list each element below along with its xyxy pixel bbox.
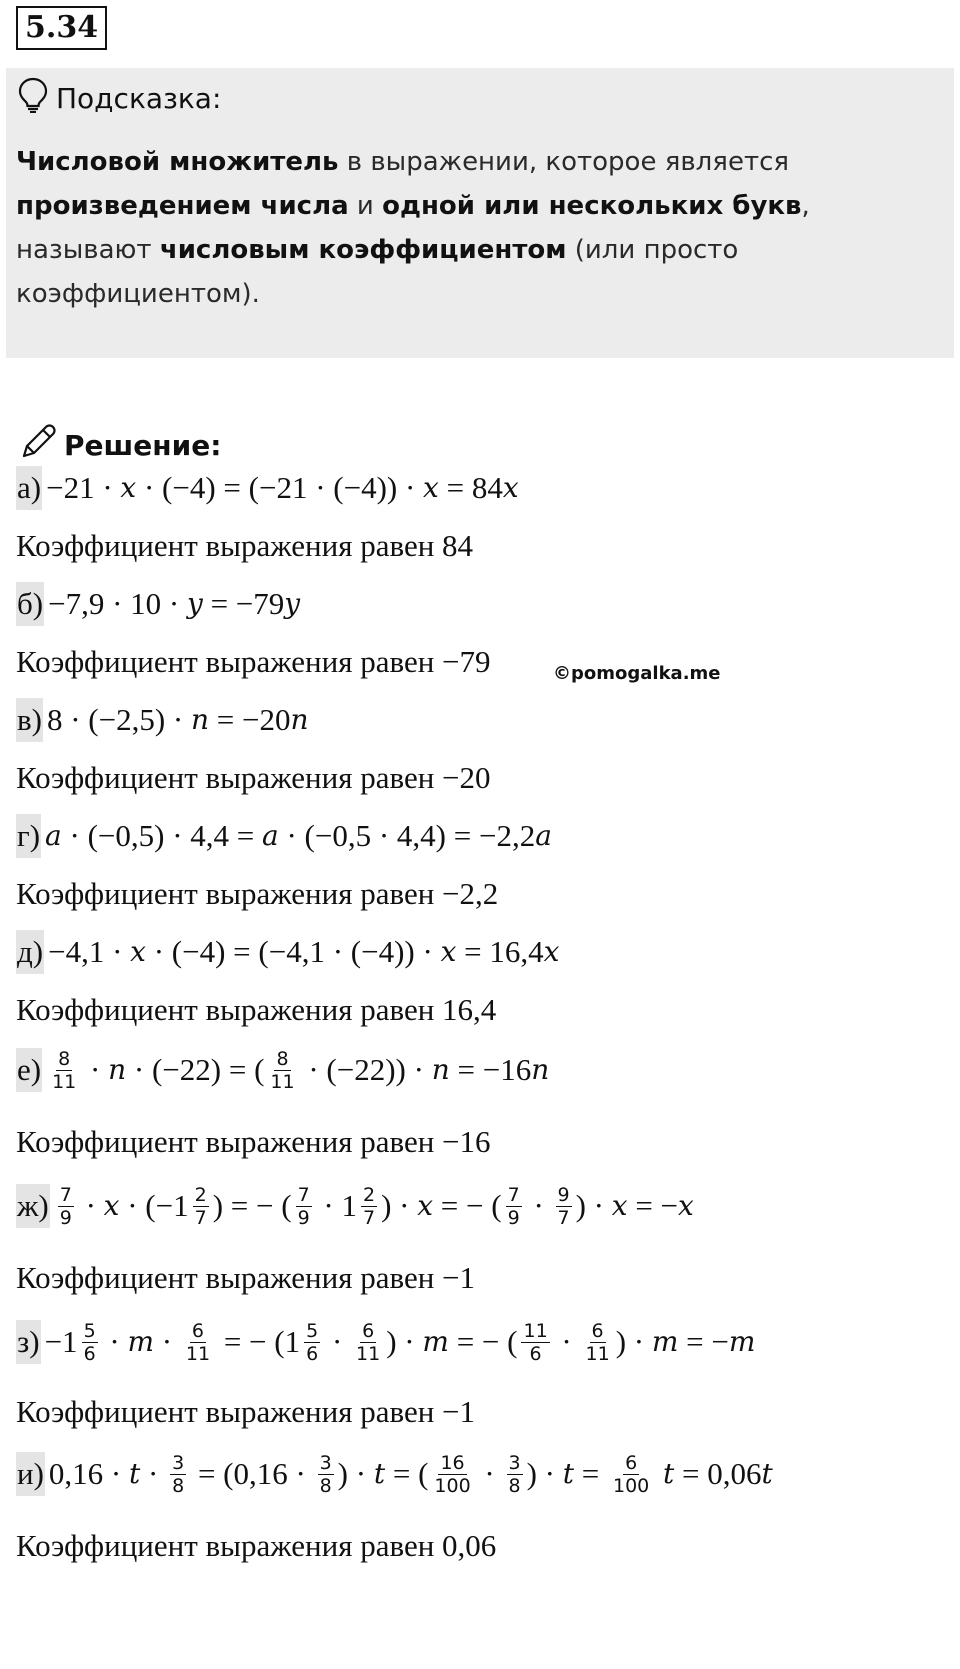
fraction-denominator: 11: [185, 1342, 211, 1365]
hint-term: произведением числа: [16, 191, 349, 221]
fraction-numerator: 3: [172, 1451, 185, 1474]
fraction-numerator: 2: [363, 1183, 376, 1206]
math-variable: a: [45, 819, 62, 852]
solution-expression: [16, 466, 519, 510]
item-label: в): [16, 698, 43, 742]
fraction-denominator: 7: [194, 1206, 207, 1229]
math-variable: a: [535, 819, 552, 852]
coefficient-answer: Коэффициент выражения равен 0,06: [16, 1528, 497, 1563]
fraction: [354, 1320, 382, 1365]
math-text: ·: [82, 1052, 109, 1087]
coefficient-answer: Коэффициент выражения равен −79: [16, 644, 491, 679]
fraction-numerator: 16: [440, 1451, 465, 1474]
math-text: = − (: [448, 1324, 518, 1359]
fraction-numerator: 8: [58, 1047, 71, 1070]
math-text: = −20: [209, 702, 291, 737]
math-variable: x: [440, 935, 457, 968]
coefficient-answer: Коэффициент выражения равен −1: [16, 1394, 476, 1429]
fraction: [58, 1184, 74, 1229]
math-variable: x: [130, 935, 146, 968]
hint-header: [18, 78, 221, 118]
fraction-denominator: 100: [434, 1474, 471, 1497]
math-variable: n: [191, 703, 210, 736]
math-text: ) ·: [381, 1188, 418, 1223]
hint-text: [16, 140, 936, 316]
math-text: ·: [101, 1324, 128, 1359]
fraction: [361, 1184, 377, 1229]
fraction-numerator: 7: [59, 1183, 72, 1206]
pencil-icon: [18, 422, 58, 469]
fraction-numerator: 2: [194, 1183, 207, 1206]
math-text: [655, 1452, 663, 1496]
fraction: [184, 1320, 212, 1365]
math-text: = − (1: [216, 1324, 301, 1359]
math-text: · (−1: [119, 1188, 189, 1223]
math-text: −4,1 ·: [48, 934, 131, 969]
fraction-denominator: 11: [585, 1342, 610, 1365]
math-text: = 0,06: [674, 1456, 762, 1491]
hint-title: Подсказка:: [56, 81, 222, 115]
fraction-denominator: 7: [363, 1206, 376, 1229]
hint-term: Числовой множитель: [16, 147, 339, 177]
fraction-numerator: 6: [191, 1319, 205, 1342]
coefficient-answer: Коэффициент выражения равен 84: [16, 528, 474, 563]
fraction: [318, 1452, 334, 1497]
fraction: [507, 1452, 523, 1497]
math-text: ·: [154, 1324, 180, 1359]
solution-expression: [16, 930, 559, 974]
fraction-denominator: 8: [508, 1474, 521, 1497]
math-text: = (0,16 ·: [190, 1456, 314, 1491]
fraction: [268, 1048, 296, 1093]
fraction: [82, 1320, 98, 1365]
math-variable: x: [417, 1189, 434, 1222]
fraction-numerator: 5: [83, 1319, 96, 1342]
math-text: ·: [77, 1188, 104, 1223]
math-text: ·: [324, 1324, 351, 1359]
solution-title: Решение:: [64, 428, 222, 462]
math-text: = −16: [449, 1052, 532, 1087]
watermark: ©pomogalka.me: [553, 663, 721, 684]
fraction-denominator: 11: [52, 1070, 77, 1093]
math-variable: x: [423, 471, 439, 504]
item-label: б): [16, 582, 44, 626]
coefficient-answer: Коэффициент выражения равен −1: [16, 1260, 476, 1295]
math-variable: n: [108, 1053, 127, 1086]
math-variable: n: [531, 1053, 550, 1086]
math-variable: x: [543, 935, 560, 968]
solution-expression: [16, 698, 309, 742]
fraction-denominator: 6: [306, 1342, 319, 1365]
fraction: [506, 1184, 522, 1229]
math-text: ) = − (: [212, 1188, 292, 1223]
coefficient-answer: Коэффициент выражения равен −16: [16, 1124, 491, 1159]
hint-text-run: и: [348, 191, 383, 221]
math-text: −7,9 · 10 ·: [48, 586, 187, 621]
fraction-numerator: 5: [306, 1319, 319, 1342]
fraction-numerator: 11: [523, 1319, 548, 1342]
math-variable: t: [761, 1457, 773, 1490]
math-text: ) ·: [337, 1456, 374, 1491]
math-text: ·: [525, 1188, 552, 1223]
solution-expression: [16, 582, 300, 626]
math-text: ·: [140, 1456, 167, 1491]
math-variable: y: [187, 587, 203, 620]
solution-expression: [16, 1452, 773, 1496]
fraction-numerator: 6: [362, 1319, 375, 1342]
math-variable: t: [663, 1457, 675, 1490]
fraction-numerator: 7: [297, 1183, 310, 1206]
fraction-numerator: 7: [507, 1183, 520, 1206]
task-number: 5.34: [16, 6, 107, 50]
math-text: −1: [44, 1324, 78, 1359]
hint-term: числовым коэффициентом: [159, 235, 567, 265]
item-label: а): [16, 466, 42, 510]
math-variable: x: [120, 471, 137, 504]
coefficient-answer: Коэффициент выражения равен 16,4: [16, 992, 497, 1027]
fraction: [584, 1320, 612, 1365]
math-text: 8 · (−2,5) ·: [46, 702, 191, 737]
fraction-denominator: 8: [172, 1474, 185, 1497]
math-text: ) ·: [526, 1456, 563, 1491]
math-variable: x: [611, 1189, 628, 1222]
math-text: ) ·: [615, 1324, 652, 1359]
solution-expression: [16, 1184, 694, 1228]
math-text: = 84: [438, 470, 503, 505]
item-label: е): [16, 1048, 42, 1092]
fraction-numerator: 3: [508, 1451, 521, 1474]
fraction: [432, 1452, 472, 1497]
math-text: · (−0,5 · 4,4) = −2,2: [278, 818, 536, 853]
hint-text-run: (или просто коэффициентом).: [16, 235, 739, 309]
math-text: · (−22)) ·: [300, 1052, 432, 1087]
math-text: · 1: [315, 1188, 357, 1223]
math-text: · (−4) = (−21 · (−4)) ·: [136, 470, 424, 505]
math-variable: m: [127, 1325, 155, 1358]
fraction-numerator: 6: [591, 1319, 604, 1342]
math-text: ) ·: [386, 1324, 423, 1359]
math-text: =: [574, 1456, 607, 1491]
fraction: [296, 1184, 312, 1229]
math-variable: a: [262, 819, 279, 852]
math-variable: m: [651, 1325, 679, 1358]
math-variable: t: [129, 1457, 141, 1490]
coefficient-answer: Коэффициент выражения равен −20: [16, 760, 491, 795]
math-variable: n: [431, 1053, 450, 1086]
fraction-numerator: 3: [319, 1451, 332, 1474]
coefficient-answer: Коэффициент выражения равен −2,2: [16, 876, 499, 911]
math-text: · (−22) = (: [126, 1052, 265, 1087]
fraction-numerator: 8: [276, 1047, 289, 1070]
lightbulb-icon: [18, 77, 48, 120]
fraction-denominator: 100: [613, 1474, 650, 1497]
fraction-numerator: 9: [557, 1183, 570, 1206]
item-label: ж): [16, 1184, 50, 1228]
math-text: = −: [678, 1324, 729, 1359]
fraction-denominator: 9: [507, 1206, 520, 1229]
solution-expression: [16, 1048, 549, 1092]
math-text: · (−0,5) · 4,4 =: [61, 818, 263, 853]
item-label: г): [16, 814, 41, 858]
math-text: 0,16 ·: [48, 1456, 129, 1491]
fraction-denominator: 11: [270, 1070, 295, 1093]
math-variable: t: [373, 1457, 386, 1490]
item-label: з): [16, 1320, 41, 1364]
fraction-denominator: 6: [529, 1342, 542, 1365]
math-text: ) ·: [575, 1188, 612, 1223]
math-text: ·: [553, 1324, 580, 1359]
math-text: ·: [476, 1456, 503, 1491]
fraction: [170, 1452, 186, 1497]
fraction-numerator: 6: [625, 1451, 638, 1474]
math-text: −21 ·: [46, 470, 121, 505]
math-text: = −79: [202, 586, 285, 621]
math-variable: x: [103, 1189, 120, 1222]
hint-text-run: , называют: [16, 191, 810, 265]
math-text: = −: [627, 1188, 679, 1223]
fraction-denominator: 6: [83, 1342, 96, 1365]
math-variable: x: [678, 1189, 694, 1222]
math-text: = 16,4: [456, 934, 544, 969]
fraction-denominator: 9: [297, 1206, 310, 1229]
solution-header: [18, 424, 221, 466]
math-variable: m: [422, 1325, 449, 1358]
math-text: = − (: [433, 1188, 502, 1223]
math-variable: x: [502, 471, 519, 504]
fraction-denominator: 8: [319, 1474, 332, 1497]
solution-expression: [16, 814, 552, 858]
math-variable: m: [728, 1325, 756, 1358]
fraction: [611, 1452, 651, 1497]
hint-text-run: в выражении, которое является: [338, 147, 790, 177]
hint-term: одной или нескольких букв: [382, 191, 802, 221]
item-label: д): [16, 930, 44, 974]
item-label: и): [16, 1452, 45, 1496]
fraction: [50, 1048, 78, 1093]
fraction: [304, 1320, 320, 1365]
solution-expression: [16, 1320, 755, 1364]
math-variable: t: [562, 1457, 575, 1490]
math-text: · (−4) = (−4,1 · (−4)) ·: [145, 934, 441, 969]
math-variable: n: [290, 703, 309, 736]
fraction: [193, 1184, 209, 1229]
math-text: = (: [385, 1456, 429, 1491]
fraction: [521, 1320, 549, 1365]
fraction-denominator: 7: [557, 1206, 570, 1229]
fraction-denominator: 11: [356, 1342, 381, 1365]
fraction-denominator: 9: [59, 1206, 72, 1229]
math-variable: y: [284, 587, 301, 620]
fraction: [556, 1184, 572, 1229]
